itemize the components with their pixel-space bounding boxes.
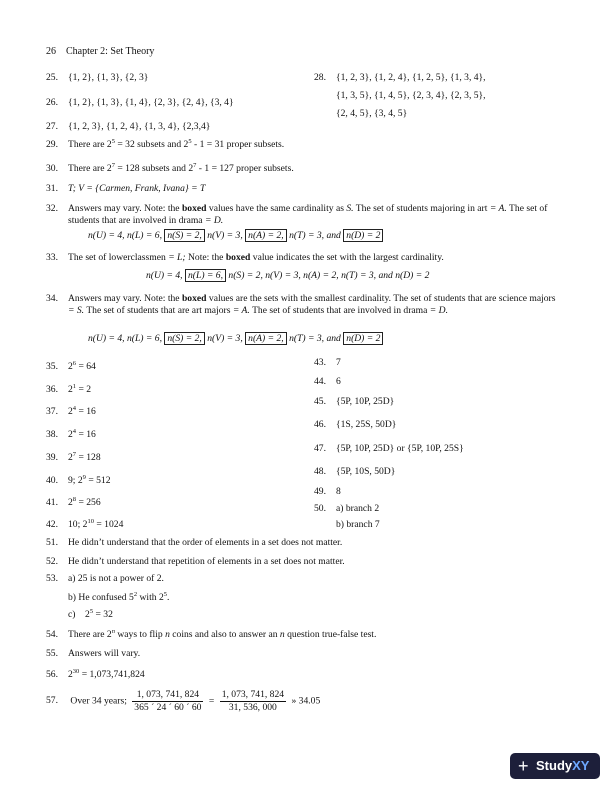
answer-28-line-2: {1, 3, 5}, {1, 4, 5}, {2, 3, 4}, {2, 3, 5}, <box>336 90 486 101</box>
answer-54: 54. There are 2$^n$ ways to flip n coins and also to answer an n question true-false test. <box>46 627 377 640</box>
page-number: 26 <box>46 46 56 57</box>
answer-32-values: n(U) = 4, n(L) = 6, n(S) = 2, n(V) = 3, n(A) = 2, n(T) = 3, and n(D) = 2 <box>88 230 383 242</box>
answer-40: 40. 9; $2^9 = 512$ <box>46 473 111 486</box>
answer-53-c: c) $2^5 = 32$ <box>68 607 113 620</box>
answer-57: 57. Over 34 years; $\frac{1, 073, 741, 824}{365 ´ 24 ´ 60 ´ 60}$ = $\frac{1, 073, 741, 824}{31, 536, 000}$ » 34.05 <box>46 689 321 713</box>
answer-49: 49. 8 <box>314 486 341 497</box>
answer-34: 34. Answers may vary. Note: the boxed values are the sets with the smallest cardinality. The set of students that are science majors = S. The set of students that are art majors = A. The set of students that are involved in drama = D. <box>46 293 556 316</box>
page-header <box>46 46 154 59</box>
answer-29: 29. There are $2^5 = 32$ subsets and $2^5 - 1 = 31$ proper subsets. <box>46 137 285 150</box>
answer-39: 39. $2^7 = 128$ <box>46 450 101 463</box>
answer-48: 48. {5P, 10S, 50D} <box>314 466 396 477</box>
answer-37: 37. $2^4 = 16$ <box>46 404 96 417</box>
answer-47: 47. {5P, 10P, 25D} or {5P, 10P, 25S} <box>314 443 464 454</box>
answer-34-values: n(U) = 4, n(L) = 6, n(S) = 2, n(V) = 3, n(A) = 2, n(T) = 3, and n(D) = 2 <box>88 333 383 345</box>
answer-46: 46. {1S, 25S, 50D} <box>314 419 397 430</box>
answer-50-b: b) branch 7 <box>336 519 380 530</box>
answer-50: 50. a) branch 2 <box>314 503 380 514</box>
answer-43: 43. 7 <box>314 357 341 368</box>
answer-53: 53. a) 25 is not a power of 2. <box>46 573 164 584</box>
answer-52: 52. He didn’t understand that repetition of elements in a set does not matter. <box>46 556 345 567</box>
answer-30: 30. There are $2^7 = 128$ subsets and $2^7 - 1 = 127$ proper subsets. <box>46 161 294 174</box>
answer-44: 44. 6 <box>314 376 341 387</box>
answer-35: 35. $2^6 = 64$ <box>46 359 96 372</box>
answer-32: 32. Answers may vary. Note: the boxed values have the same cardinality as S. The set of students majoring in art = A. The set of students that are involved in drama = D. <box>46 203 548 226</box>
answer-28-line-3: {2, 4, 5}, {3, 4, 5} <box>336 108 408 119</box>
answer-36: 36. $2^1 = 2$ <box>46 382 92 395</box>
fraction-2: $\frac{1, 073, 741, 824}{31, 536, 000}$ <box>221 689 285 713</box>
plus-icon: + <box>518 756 529 776</box>
answer-33-values: n(U) = 4, n(L) = 6, n(S) = 2, n(V) = 3, n(A) = 2, n(T) = 3, and n(D) = 2 <box>146 270 430 281</box>
answer-38: 38. $2^4 = 16$ <box>46 427 96 440</box>
answer-51: 51. He didn’t understand that the order of elements in a set does not matter. <box>46 537 343 548</box>
answer-27: 27. {1, 2, 3}, {1, 2, 4}, {1, 3, 4}, {2,3,4} <box>46 121 211 132</box>
logo-text: StudyXY <box>536 758 590 773</box>
answer-26: 26. {1, 2}, {1, 3}, {1, 4}, {2, 3}, {2, 4}, {3, 4} <box>46 97 234 108</box>
studyxy-logo <box>510 753 600 779</box>
answer-55: 55. Answers will vary. <box>46 648 141 659</box>
answer-45: 45. {5P, 10P, 25D} <box>314 396 395 407</box>
answer-31: 31. T; V = {Carmen, Frank, Ivana} = T <box>46 183 206 194</box>
answer-28: 28. {1, 2, 3}, {1, 2, 4}, {1, 2, 5}, {1, 3, 4}, <box>314 72 486 83</box>
answer-33: 33. The set of lowerclassmen = L; Note: the boxed value indicates the set with the largest cardinality. <box>46 252 444 263</box>
answer-53-b: b) He confused $5^2$ with $2^5$. <box>68 590 170 603</box>
answer-25: 25. {1, 2}, {1, 3}, {2, 3} <box>46 72 149 83</box>
answer-41: 41. $2^8 = 256$ <box>46 495 101 508</box>
answer-56: 56. $2^{30} = 1,073,741,824$ <box>46 667 145 680</box>
answer-42: 42. 10; $2^{10} = 1024$ <box>46 517 124 530</box>
fraction-1: $\frac{1, 073, 741, 824}{365 ´ 24 ´ 60 ´ 60}$ <box>134 689 202 713</box>
chapter-title: Chapter 2: Set Theory <box>66 46 155 57</box>
